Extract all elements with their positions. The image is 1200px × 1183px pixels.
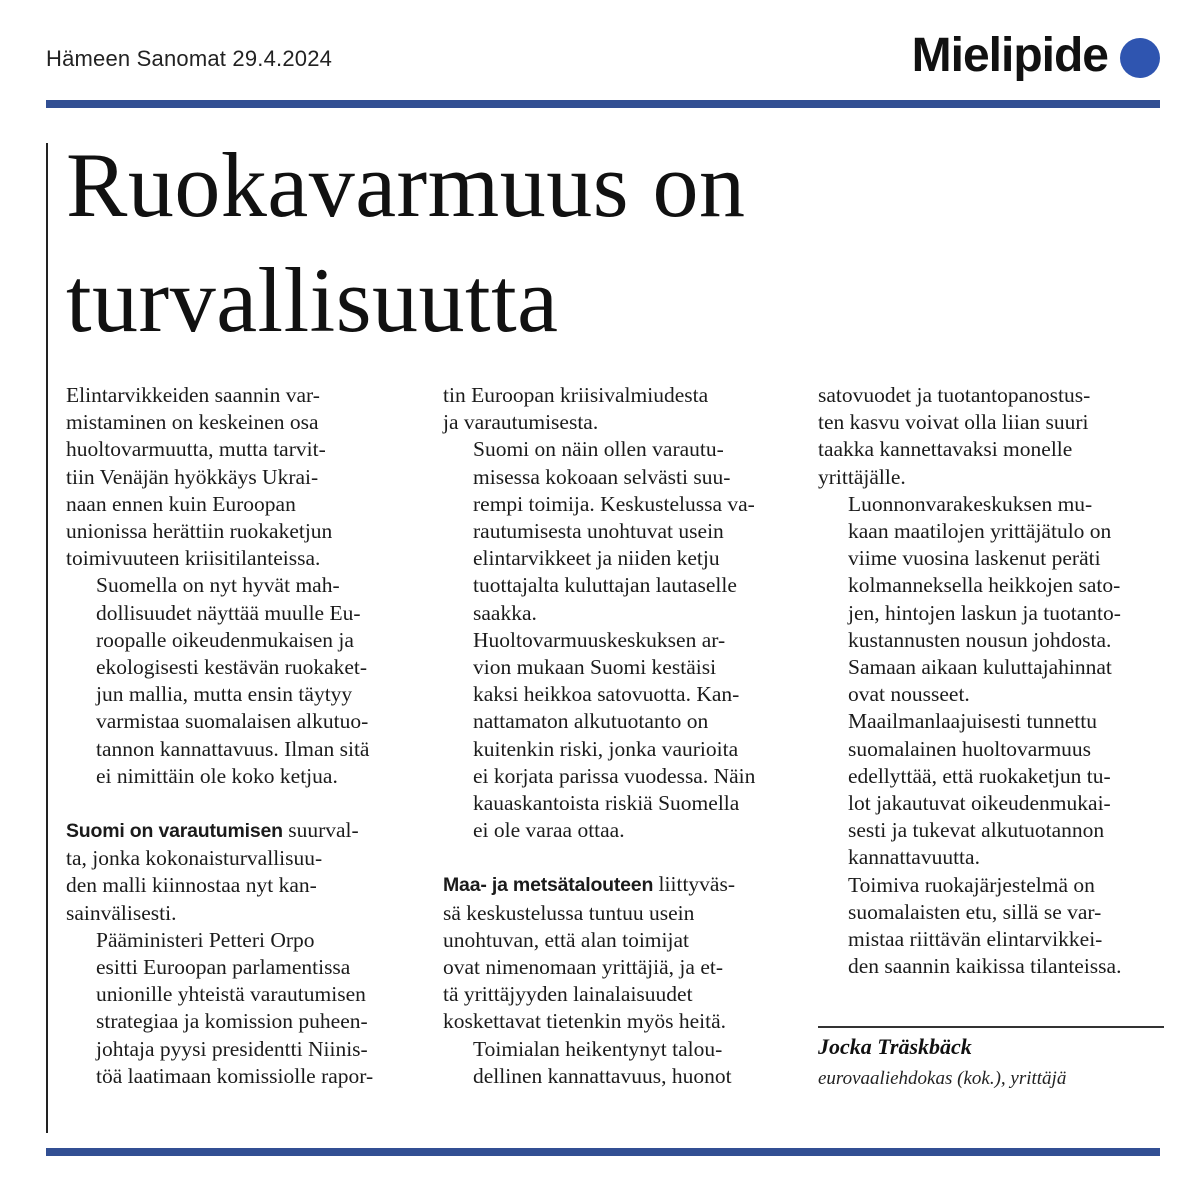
newspaper-source: Hämeen Sanomat 29.4.2024	[46, 46, 333, 71]
top-rule	[46, 100, 1160, 108]
paragraph	[66, 382, 416, 572]
author-title: eurovaaliehdokas (kok.), yrittäjä	[818, 1068, 1067, 1089]
paragraph	[443, 382, 793, 436]
text-line: rempi toimija. Keskustelussa va-	[473, 491, 755, 516]
text-line: roopalle oikeudenmukaisen ja	[96, 627, 354, 652]
text-line: töä laatimaan komissiolle rapor-	[96, 1063, 374, 1088]
text-line: Pääministeri Petteri Orpo	[96, 927, 315, 952]
text-line: den malli kiinnostaa nyt kan-	[66, 873, 317, 898]
text-line: kauaskantoista riskiä Suomella	[473, 791, 740, 816]
text-line: ja varautumisesta.	[443, 410, 599, 435]
text-line: sä keskustelussa tuntuu usein	[443, 900, 695, 925]
lead-in: Maa- ja metsätalouteen	[443, 874, 654, 897]
text-line: Samaan aikaan kuluttajahinnat	[848, 655, 1112, 680]
text-line: jen, hintojen laskun ja tuotanto-	[848, 600, 1121, 625]
text-line: johtaja pyysi presidentti Niinis-	[96, 1036, 368, 1061]
text-line: vion mukaan Suomi kestäisi	[473, 655, 717, 680]
text-line: yrittäjälle.	[818, 464, 906, 489]
text-line: ovat nimenomaan yrittäjiä, ja et-	[443, 955, 723, 980]
text-line: viime vuosina laskenut peräti	[848, 546, 1101, 571]
paragraph	[818, 382, 1168, 491]
article-column-3	[818, 382, 1168, 980]
left-column-rule	[46, 143, 48, 1133]
section-header	[912, 28, 1160, 83]
text-line: kolmanneksella heikkojen sato-	[848, 573, 1121, 598]
text-line: kaan maatilojen yrittäjätulo on	[848, 519, 1112, 544]
author-name: Jocka Träskbäck	[818, 1034, 972, 1059]
section-label: Mielipide	[911, 29, 1108, 82]
text-line: elintarvikkeet ja niiden ketju	[473, 546, 720, 571]
paragraph	[66, 817, 416, 927]
paragraph	[443, 436, 793, 626]
text-line: kannattavuutta.	[848, 845, 980, 870]
text-line: naan ennen kuin Euroopan	[66, 491, 296, 516]
bottom-rule	[46, 1148, 1160, 1156]
text-line: suomalainen huoltovarmuus	[848, 736, 1092, 761]
paragraph	[818, 491, 1168, 709]
text-line: jun mallia, mutta ensin täytyy	[96, 682, 353, 707]
text-line: toimivuuteen kriisitilanteissa.	[66, 546, 321, 571]
signature-rule	[818, 1026, 1164, 1028]
text-line: Elintarvikkeiden saannin var-	[66, 383, 320, 407]
text-line: Maailmanlaajuisesti tunnettu	[848, 709, 1097, 734]
text-line: mistaa riittävän elintarvikkei-	[848, 927, 1103, 952]
text-line: Toimiva ruokajärjestelmä on	[848, 872, 1095, 897]
text-line	[66, 817, 416, 845]
text-line: rautumisesta unohtuvat usein	[473, 519, 724, 544]
paragraph	[818, 872, 1168, 981]
text-line: unohtuvan, että alan toimijat	[443, 927, 689, 952]
paragraph	[443, 1036, 793, 1090]
paragraph	[443, 627, 793, 845]
text-line: mistaminen on keskeinen osa	[66, 410, 319, 435]
article-column-2	[443, 382, 793, 1090]
text-line: huoltovarmuutta, mutta tarvit-	[66, 437, 326, 462]
text-line: tä yrittäjyyden lainalaisuudet	[443, 982, 693, 1007]
text-line: edellyttää, että ruokaketjun tu-	[848, 763, 1111, 788]
text-line: misessa kokoaan selvästi suu-	[473, 464, 731, 489]
text-line: unionissa herättiin ruokaketjun	[66, 519, 333, 544]
paragraph	[66, 572, 416, 790]
text-line: dollisuudet näyttää muulle Eu-	[96, 600, 361, 625]
text-line: ei korjata parissa vuodessa. Näin	[473, 763, 756, 788]
text-line: ovat nousseet.	[848, 682, 970, 707]
text-line: lot jakautuvat oikeudenmukai-	[848, 791, 1111, 816]
text-line: tiin Venäjän hyökkäys Ukrai-	[66, 464, 319, 489]
text-line: nattamaton alkutuotanto on	[473, 709, 709, 734]
article-column-1	[66, 382, 416, 1090]
text-line: esitti Euroopan parlamentissa	[96, 955, 351, 980]
text-line: varmistaa suomalaisen alkutuo-	[96, 709, 369, 734]
text-line: ei nimittäin ole koko ketjua.	[96, 763, 338, 788]
text-line: dellinen kannattavuus, huonot	[473, 1063, 732, 1088]
text-line: Suomi on näin ollen varautu-	[473, 437, 724, 462]
text-line: kustannusten nousun johdosta.	[848, 627, 1112, 652]
text-line: ta, jonka kokonaisturvallisuu-	[66, 846, 323, 871]
lead-in: Suomi on varautumisen	[66, 820, 283, 843]
text-line: unionille yhteistä varautumisen	[96, 982, 366, 1007]
paragraph	[66, 927, 416, 1090]
text-fragment: suurval-	[282, 818, 359, 843]
text-fragment: liittyväs-	[653, 872, 735, 897]
text-line: tin Euroopan kriisivalmiudesta	[443, 383, 709, 407]
text-line: strategiaa ja komission puheen-	[96, 1009, 368, 1034]
paragraph	[818, 708, 1168, 871]
text-line: Toimialan heikentynyt talou-	[473, 1036, 723, 1061]
text-line: Luonnonvarakeskuksen mu-	[848, 491, 1093, 516]
section-dot-icon	[1120, 38, 1160, 78]
text-line: satovuodet ja tuotantopanostus-	[818, 383, 1091, 407]
headline	[66, 128, 1166, 358]
text-line: ekologisesti kestävän ruokaket-	[96, 655, 368, 680]
text-line: taakka kannettavaksi monelle	[818, 437, 1073, 462]
text-line: saakka.	[473, 600, 537, 625]
text-line: kuitenkin riski, jonka vaurioita	[473, 736, 739, 761]
text-line: Suomella on nyt hyvät mah-	[96, 573, 340, 598]
text-line: kaksi heikkoa satovuotta. Kan-	[473, 682, 740, 707]
text-line: sainvälisesti.	[66, 900, 177, 925]
text-line: koskettavat tietenkin myös heitä.	[443, 1009, 727, 1034]
text-line: Huoltovarmuuskeskuksen ar-	[473, 627, 726, 652]
paragraph	[443, 871, 793, 1035]
text-line: suomalaisten etu, sillä se var-	[848, 899, 1102, 924]
headline-line: turvallisuutta	[66, 249, 559, 351]
text-line: ei ole varaa ottaa.	[473, 818, 625, 843]
text-line	[443, 871, 793, 899]
text-line: tuottajalta kuluttajan lautaselle	[473, 573, 737, 598]
text-line: den saannin kaikissa tilanteissa.	[848, 954, 1122, 979]
text-line: ten kasvu voivat olla liian suuri	[818, 410, 1089, 435]
text-line: sesti ja tukevat alkutuotannon	[848, 818, 1105, 843]
text-line: tannon kannattavuus. Ilman sitä	[96, 736, 370, 761]
headline-line: Ruokavarmuus on	[66, 134, 746, 236]
